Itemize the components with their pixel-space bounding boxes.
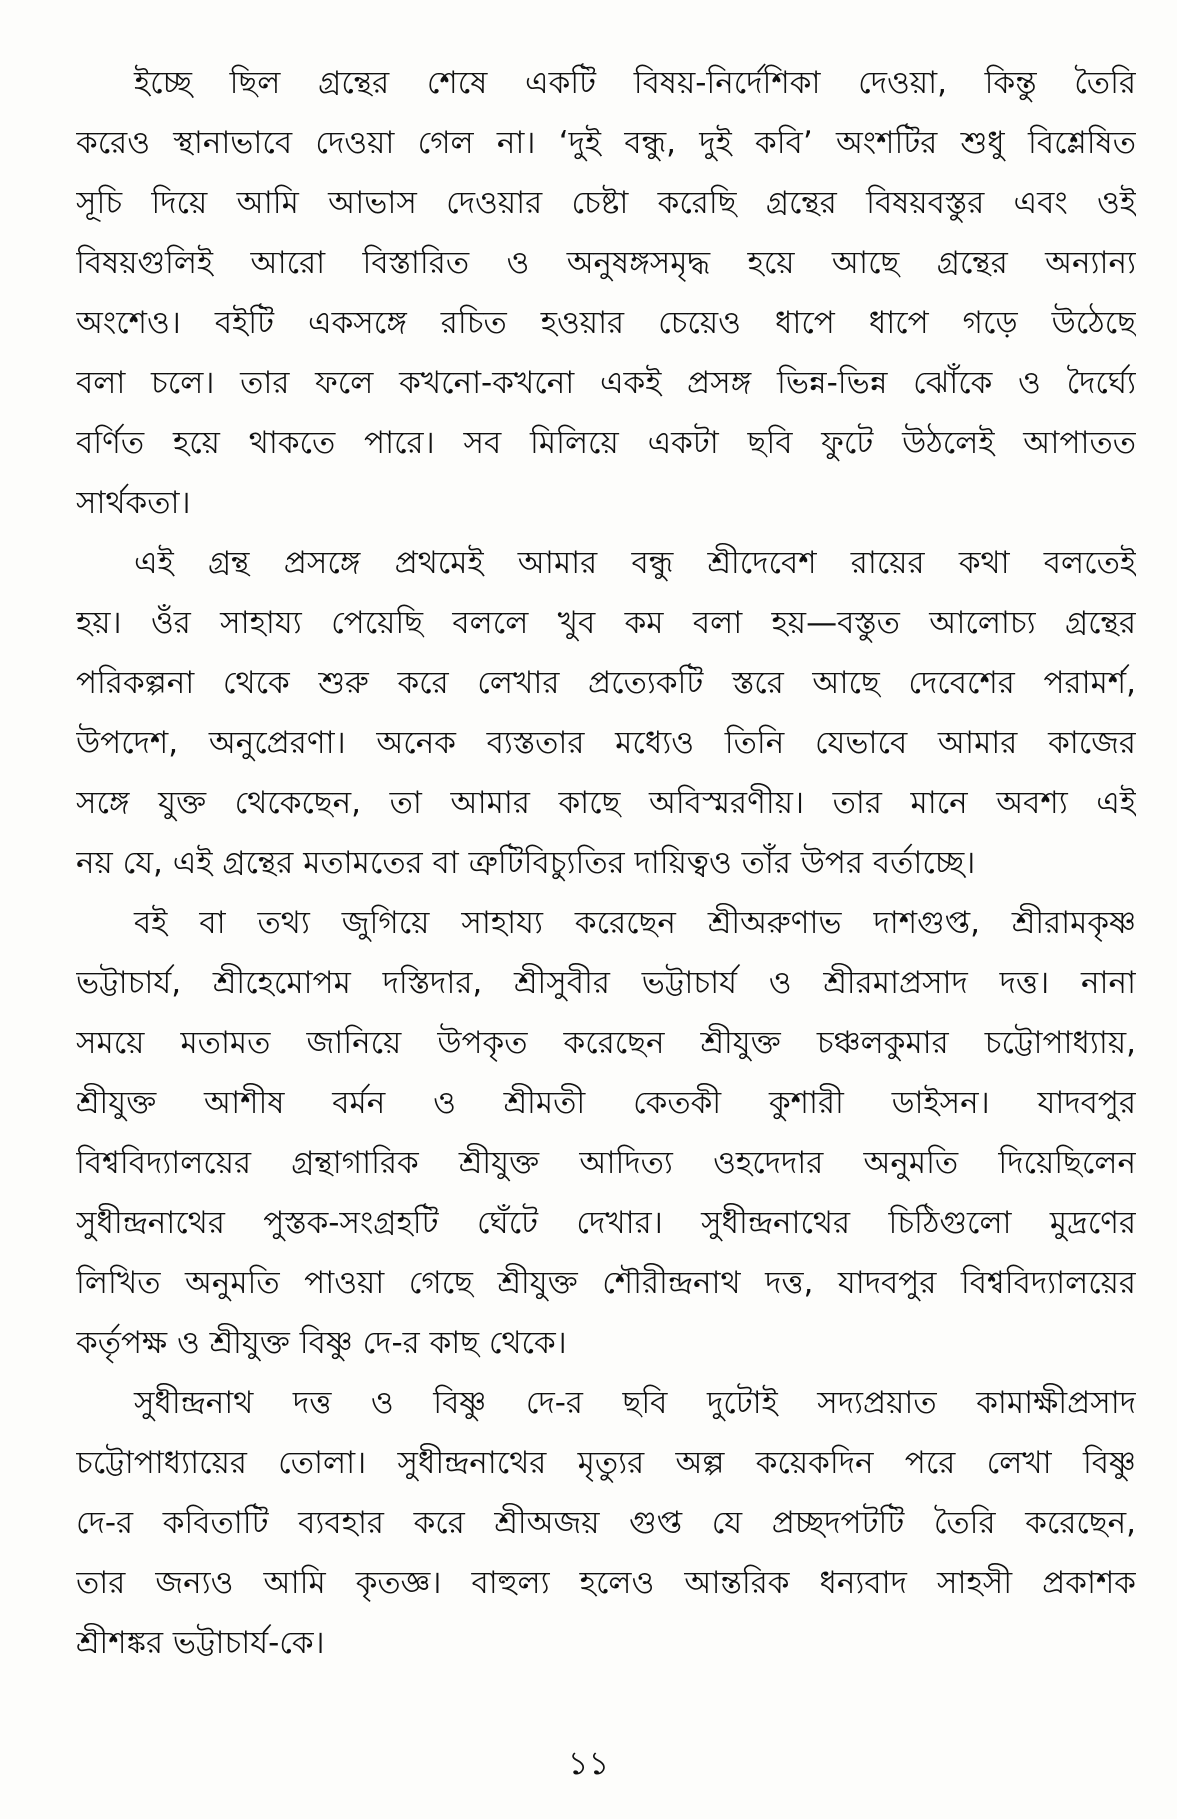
text-line: সুধীন্দ্রনাথ দত্ত ও বিষ্ণু দে-র ছবি দুটোই সদ্যপ্রয়াত কামাক্ষীপ্রসাদ: [134, 1385, 1136, 1421]
text-line: এই গ্রন্থ প্রসঙ্গে প্রথমেই আমার বন্ধু শ্রীদেবেশ রায়ের কথা বলতেই: [134, 545, 1136, 581]
text-line: উপদেশ, অনুপ্রেরণা। অনেক ব্যস্ততার মধ্যেও তিনি যেভাবে আমার কাজের: [76, 725, 1136, 761]
text-line: সার্থকতা।: [76, 485, 191, 521]
text-line: বিশ্ববিদ্যালয়ের গ্রন্থাগারিক শ্রীযুক্ত আদিত্য ওহদেদার অনুমতি দিয়েছিলেন: [76, 1145, 1136, 1181]
text-line: ভট্টাচার্য, শ্রীহেমোপম দস্তিদার, শ্রীসুবীর ভট্টাচার্য ও শ্রীরমাপ্রসাদ দত্ত। নানা: [76, 965, 1136, 1001]
text-line: অংশেও। বইটি একসঙ্গে রচিত হওয়ার চেয়েও ধাপে ধাপে গড়ে উঠেছে: [76, 305, 1136, 341]
text-line: তার জন্যও আমি কৃতজ্ঞ। বাহুল্য হলেও আন্তরিক ধন্যবাদ সাহসী প্রকাশক: [76, 1565, 1136, 1601]
text-line: বই বা তথ্য জুগিয়ে সাহায্য করেছেন শ্রীঅরুণাভ দাশগুপ্ত, শ্রীরামকৃষ্ণ: [134, 905, 1136, 941]
text-line: কর্তৃপক্ষ ও শ্রীযুক্ত বিষ্ণু দে-র কাছ থেকে।: [76, 1325, 567, 1361]
paragraph: [76, 893, 1136, 1373]
text-line: নয় যে, এই গ্রন্থের মতামতের বা ত্রুটিবিচ্যুতির দায়িত্বও তাঁর উপর বর্তাচ্ছে।: [76, 845, 976, 881]
paragraph: [76, 533, 1136, 893]
text-line: হয়। ওঁর সাহায্য পেয়েছি বললে খুব কম বলা হয়—বস্তুত আলোচ্য গ্রন্থের: [76, 605, 1136, 641]
page-number: ১১: [567, 1744, 610, 1782]
text-line: পরিকল্পনা থেকে শুরু করে লেখার প্রত্যেকটি স্তরে আছে দেবেশের পরামর্শ,: [76, 665, 1136, 701]
text-line: লিখিত অনুমতি পাওয়া গেছে শ্রীযুক্ত শৌরীন্দ্রনাথ দত্ত, যাদবপুর বিশ্ববিদ্যালয়ের: [76, 1265, 1136, 1301]
text-line: সূচি দিয়ে আমি আভাস দেওয়ার চেষ্টা করেছি গ্রন্থের বিষয়বস্তুর এবং ওই: [76, 185, 1136, 221]
text-line: বর্ণিত হয়ে থাকতে পারে। সব মিলিয়ে একটা ছবি ফুটে উঠলেই আপাতত: [76, 425, 1136, 461]
text-line: ইচ্ছে ছিল গ্রন্থের শেষে একটি বিষয়-নির্দেশিকা দেওয়া, কিন্তু তৈরি: [134, 65, 1136, 101]
text-line: বিষয়গুলিই আরো বিস্তারিত ও অনুষঙ্গসমৃদ্ধ হয়ে আছে গ্রন্থের অন্যান্য: [76, 245, 1136, 281]
paragraph: [76, 53, 1136, 533]
text-line: করেও স্থানাভাবে দেওয়া গেল না। ‘দুই বন্ধু, দুই কবি’ অংশটির শুধু বিশ্লেষিত: [76, 125, 1136, 161]
text-line: শ্রীশঙ্কর ভট্টাচার্য-কে।: [76, 1625, 325, 1661]
text-line: সময়ে মতামত জানিয়ে উপকৃত করেছেন শ্রীযুক্ত চঞ্চলকুমার চট্টোপাধ্যায়,: [76, 1025, 1136, 1061]
text-line: শ্রীযুক্ত আশীষ বর্মন ও শ্রীমতী কেতকী কুশারী ডাইসন। যাদবপুর: [76, 1085, 1136, 1121]
body-text: [76, 53, 1136, 1673]
text-line: সুধীন্দ্রনাথের পুস্তক-সংগ্রহটি ঘেঁটে দেখার। সুধীন্দ্রনাথের চিঠিগুলো মুদ্রণের: [76, 1205, 1136, 1241]
text-line: সঙ্গে যুক্ত থেকেছেন, তা আমার কাছে অবিস্মরণীয়। তার মানে অবশ্য এই: [76, 785, 1136, 821]
text-line: চট্টোপাধ্যায়ের তোলা। সুধীন্দ্রনাথের মৃত্যুর অল্প কয়েকদিন পরে লেখা বিষ্ণু: [76, 1445, 1136, 1481]
paragraph: [76, 1373, 1136, 1673]
text-line: দে-র কবিতাটি ব্যবহার করে শ্রীঅজয় গুপ্ত যে প্রচ্ছদপটটি তৈরি করেছেন,: [76, 1505, 1136, 1541]
text-line: বলা চলে। তার ফলে কখনো-কখনো একই প্রসঙ্গ ভিন্ন-ভিন্ন ঝোঁকে ও দৈর্ঘ্যে: [76, 365, 1136, 401]
